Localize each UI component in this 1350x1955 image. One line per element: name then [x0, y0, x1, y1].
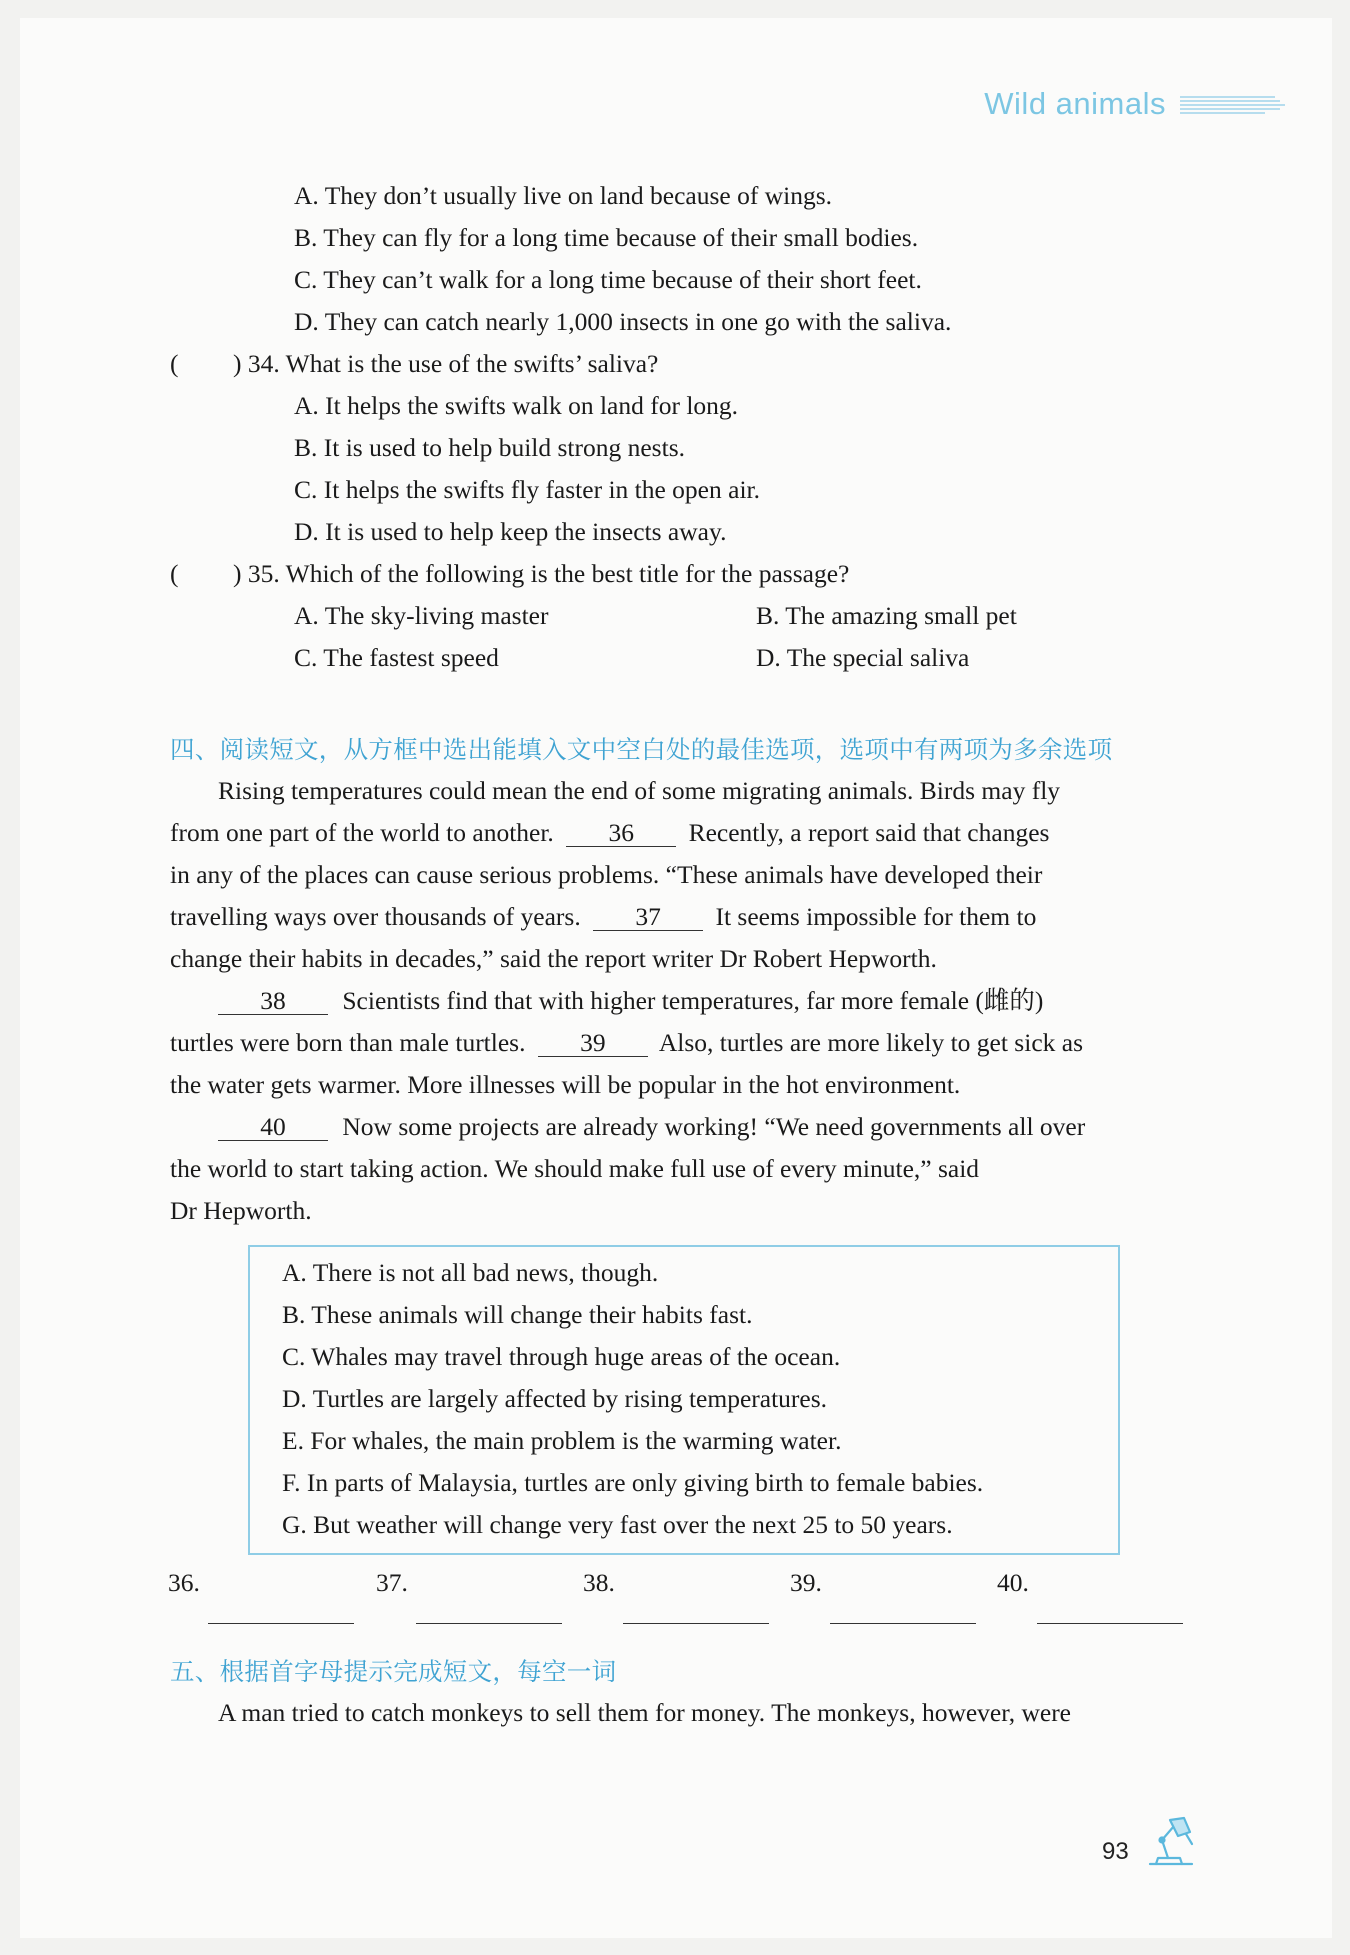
q33-option-a: A. They don’t usually live on land because of wings. [294, 181, 833, 210]
q35-option-c: C. The fastest speed [294, 643, 499, 672]
section5-line1: A man tried to catch monkeys to sell them for money. The monkeys, however, were [218, 1698, 1072, 1727]
page [20, 18, 1332, 1938]
q34-option-a: A. It helps the swifts walk on land for long. [294, 391, 739, 420]
q34-stem: ) 34. What is the use of the swifts’ saliva? [233, 349, 659, 378]
box-option-d: D. Turtles are largely affected by rising temperatures. [282, 1384, 828, 1413]
desk-lamp-icon [1140, 1810, 1202, 1872]
passage-text: It seems impossible for them to [715, 902, 1037, 931]
q33-option-d: D. They can catch nearly 1,000 insects in one go with the saliva. [294, 307, 952, 336]
passage-text: Recently, a report said that changes [688, 818, 1050, 847]
answer-blank-38[interactable] [623, 1595, 769, 1624]
q35-stem: ) 35. Which of the following is the best title for the passage? [233, 559, 850, 588]
q33-option-c: C. They can’t walk for a long time because of their short feet. [294, 265, 922, 294]
blank-36[interactable]: 36 [566, 820, 676, 847]
passage-p3-line1 [218, 1112, 1085, 1142]
box-option-b: B. These animals will change their habits fast. [282, 1300, 753, 1329]
passage-text: Now some projects are already working! “We need governments all over [342, 1112, 1086, 1141]
passage-p2-line1 [218, 986, 1043, 1016]
answer-blank-40[interactable] [1037, 1595, 1183, 1624]
passage-p1-line1: Rising temperatures could mean the end of some migrating animals. Birds may fly [218, 776, 1061, 805]
section4-heading: 四、阅读短文，从方框中选出能填入文中空白处的最佳选项，选项中有两项为多余选项 [170, 735, 1113, 764]
blank-40[interactable]: 40 [218, 1114, 328, 1141]
box-option-c: C. Whales may travel through huge areas of the ocean. [282, 1342, 841, 1371]
q35-option-b: B. The amazing small pet [756, 601, 1017, 630]
box-option-a: A. There is not all bad news, though. [282, 1258, 659, 1287]
passage-text: turtles were born than male turtles. [170, 1028, 526, 1057]
q35-option-a: A. The sky-living master [294, 601, 549, 630]
answer-blank-36[interactable] [208, 1595, 354, 1624]
passage-p2-line2 [170, 1028, 1083, 1058]
blank-39[interactable]: 39 [538, 1030, 648, 1057]
q34-option-d: D. It is used to help keep the insects away. [294, 517, 727, 546]
header-title: Wild animals [984, 86, 1166, 121]
passage-text: Also, turtles are more likely to get sick as [658, 1028, 1083, 1057]
q35-option-d: D. The special saliva [756, 643, 970, 672]
box-option-e: E. For whales, the main problem is the warming water. [282, 1426, 842, 1455]
passage-p1-line5: change their habits in decades,” said the report writer Dr Robert Hepworth. [170, 944, 937, 973]
passage-text: travelling ways over thousands of years. [170, 902, 581, 931]
q34-option-b: B. It is used to help build strong nests. [294, 433, 685, 462]
passage-p1-line4 [170, 902, 1036, 932]
header-stripes-decoration [1180, 93, 1290, 115]
q35-answer-paren[interactable]: ( [170, 559, 179, 588]
page-number: 93 [1102, 1838, 1129, 1865]
box-option-g: G. But weather will change very fast over the next 25 to 50 years. [282, 1510, 953, 1539]
answer-label-39: 39. [790, 1568, 822, 1597]
passage-text: Scientists find that with higher temperatures, far more female (雌的) [342, 986, 1044, 1015]
blank-37[interactable]: 37 [593, 904, 703, 931]
answer-label-37: 37. [376, 1568, 408, 1597]
passage-text: from one part of the world to another. [170, 818, 554, 847]
answer-label-38: 38. [583, 1568, 615, 1597]
q34-answer-paren[interactable]: ( [170, 349, 179, 378]
q34-option-c: C. It helps the swifts fly faster in the open air. [294, 475, 760, 504]
passage-p1-line3: in any of the places can cause serious problems. “These animals have developed their [170, 860, 1043, 889]
answer-blank-39[interactable] [830, 1595, 976, 1624]
passage-p3-line2: the world to start taking action. We should make full use of every minute,” said [170, 1154, 980, 1183]
answer-label-40: 40. [997, 1568, 1029, 1597]
passage-p1-line2 [170, 818, 1049, 848]
blank-38[interactable]: 38 [218, 988, 328, 1015]
q33-option-b: B. They can fly for a long time because of their small bodies. [294, 223, 919, 252]
answer-label-36: 36. [168, 1568, 200, 1597]
passage-p2-line3: the water gets warmer. More illnesses will be popular in the hot environment. [170, 1070, 961, 1099]
box-option-f: F. In parts of Malaysia, turtles are only giving birth to female babies. [282, 1468, 984, 1497]
running-header [984, 86, 1290, 122]
passage-p3-line3: Dr Hepworth. [170, 1196, 312, 1225]
answer-blank-37[interactable] [416, 1595, 562, 1624]
section5-heading: 五、根据首字母提示完成短文，每空一词 [170, 1657, 617, 1686]
